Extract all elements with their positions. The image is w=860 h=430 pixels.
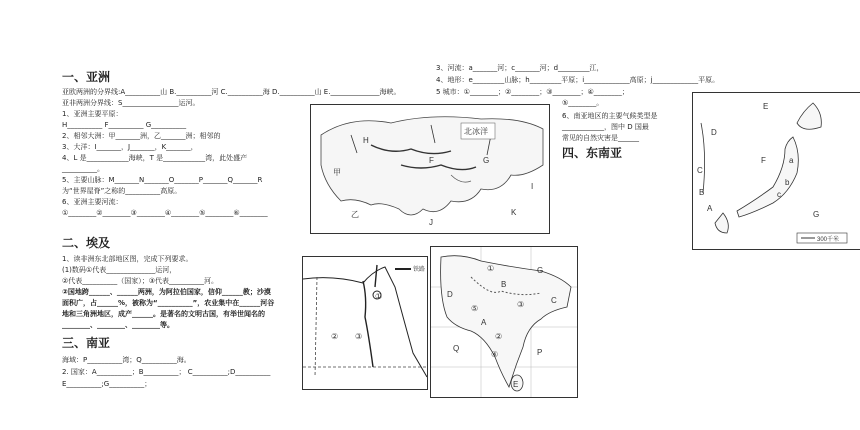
japan-map xyxy=(692,92,860,250)
asia-map-label-arctic: 北冰洋 xyxy=(464,127,488,136)
south-asia-map xyxy=(430,246,578,398)
asia-line-rivers: ①________②________③________④________⑤________⑥________ xyxy=(62,209,268,217)
asia-map-label-yi: 乙 xyxy=(351,210,359,219)
egypt-line-6: 地和三角洲地区，成产______。是著名的文明古国，有举世闻名的 xyxy=(62,310,265,318)
asia-map-label-jia: 甲 xyxy=(333,168,341,177)
south-asia-label-E: E xyxy=(513,380,519,389)
asia2-line-cities-cont: ⑤________。 xyxy=(562,99,604,107)
egypt-line-2: (1)数码①代表______________运河， xyxy=(62,266,177,274)
asia-line-product: __________。 xyxy=(62,165,104,173)
south-asia-line-2: 2. 国家：A__________；B__________； C__________;D__________ xyxy=(62,368,271,376)
asia-map-label-J: J xyxy=(429,218,433,227)
asia-line-boundary-eurasia: 亚欧两洲的分界线:A__________山 B.__________河 C.__________海 D.__________山 E.______________海峡。 xyxy=(62,88,401,96)
japan-map-label-A: A xyxy=(707,204,713,213)
asia-line-plains: H__________ F__________ G__________ xyxy=(62,121,187,129)
asia-line-rivers-title: 6、亚洲主要河流： xyxy=(62,198,123,206)
asia2-line-landforms: 4、地形：e_________山脉；h_________平原；i_____________高原；j_____________平原。 xyxy=(436,76,720,84)
egypt-map-label-1: ① xyxy=(375,292,383,301)
egypt-line-1: 1、读非洲东北部地区图，完成下列要求。 xyxy=(62,255,193,263)
asia-line-continents: 2、相邻大洲：甲_______洲，乙_______洲；相邻的 xyxy=(62,132,221,140)
asia-line-oceans: 3、大洋：I_______，J_______，K_______， xyxy=(62,143,198,151)
asia2-line-rivers: 3、河流：a_______河；c_______河；d_________江， xyxy=(436,64,604,72)
section-south-asia-heading: 三、南亚 xyxy=(62,336,111,350)
japan-map-label-D: D xyxy=(711,128,717,137)
asia-map-label-F: F xyxy=(429,156,434,165)
south-asia-label-C: C xyxy=(551,296,557,305)
asia-map-label-K: K xyxy=(511,208,517,217)
south-asia-label-A: A xyxy=(481,318,487,327)
south-asia-label-c1: ① xyxy=(487,264,495,273)
asia-line-plateau: 为“世界屋脊”之称的__________高原。 xyxy=(62,187,182,195)
japan-map-label-G: G xyxy=(813,210,820,219)
asia2-line-climate-3: 常见的自然灾害是______ xyxy=(562,134,639,142)
south-asia-label-D: D xyxy=(447,290,453,299)
japan-map-label-C: C xyxy=(697,166,703,175)
egypt-map-label-2: ② xyxy=(331,332,339,341)
south-asia-line-3: E__________;G__________； xyxy=(62,380,152,388)
egypt-line-3: ②代表__________（国家）；③代表__________河。 xyxy=(62,277,219,285)
section-egypt-heading: 二、埃及 xyxy=(62,236,111,250)
asia-map-label-I: I xyxy=(531,182,534,191)
japan-map-label-B: B xyxy=(699,188,705,197)
egypt-line-4: ②国地跨______、______两洲，为阿拉伯国家，信仰______教；沙漠 xyxy=(62,288,271,296)
south-asia-label-c3: ③ xyxy=(517,300,525,309)
japan-map-label-E: E xyxy=(763,102,769,111)
asia-map-label-H: H xyxy=(363,136,369,145)
egypt-line-7: ________、________、________等。 xyxy=(62,321,174,329)
japan-map-label-F: F xyxy=(761,156,766,165)
south-asia-label-c2: ② xyxy=(495,332,503,341)
south-asia-label-Q: Q xyxy=(453,344,460,353)
japan-map-label-a: a xyxy=(789,156,794,165)
south-asia-label-c4: ④ xyxy=(491,350,499,359)
asia-line-plains-title: 1、亚洲主要平原： xyxy=(62,110,123,118)
egypt-line-5: 面积广，占______%，被称为“__________”，农业集中在______河谷 xyxy=(62,299,275,307)
japan-map-label-c: c xyxy=(777,190,781,199)
south-asia-label-P: P xyxy=(537,348,543,357)
section-asia-heading: 一、亚洲 xyxy=(62,70,111,84)
asia-line-strait: 4、L 是____________海峡，T 是____________湾，此处盛产 xyxy=(62,154,248,162)
asia-map-label-G: G xyxy=(483,156,490,165)
egypt-map-legend-railway: 铁路 xyxy=(413,267,426,273)
egypt-map-label-3: ③ xyxy=(355,332,363,341)
section-southeast-asia-heading: 四、东南亚 xyxy=(562,146,623,160)
asia-line-boundary-africa: 亚非两洲分界线：S________________运河。 xyxy=(62,99,200,107)
japan-map-scale: 300千米 xyxy=(817,237,840,243)
south-asia-label-G: G xyxy=(537,266,544,275)
egypt-map xyxy=(302,256,428,390)
south-asia-label-B: B xyxy=(501,280,507,289)
south-asia-line-1: 海域：P__________湾；Q__________海。 xyxy=(62,356,191,364)
south-asia-label-c5: ⑤ xyxy=(471,304,479,313)
asia-map xyxy=(310,104,550,234)
asia-line-mountains: 5、主要山脉：M_______N_______O_______P_______Q_______R xyxy=(62,176,263,184)
asia2-line-climate-1: 6、南亚地区的主要气候类型是 xyxy=(562,112,658,120)
asia2-line-cities: 5 城市：①________；②________；③________；④________； xyxy=(436,88,629,96)
japan-map-label-b: b xyxy=(785,178,790,187)
asia2-line-climate-2: ____________，图中 D 国最 xyxy=(562,123,649,131)
